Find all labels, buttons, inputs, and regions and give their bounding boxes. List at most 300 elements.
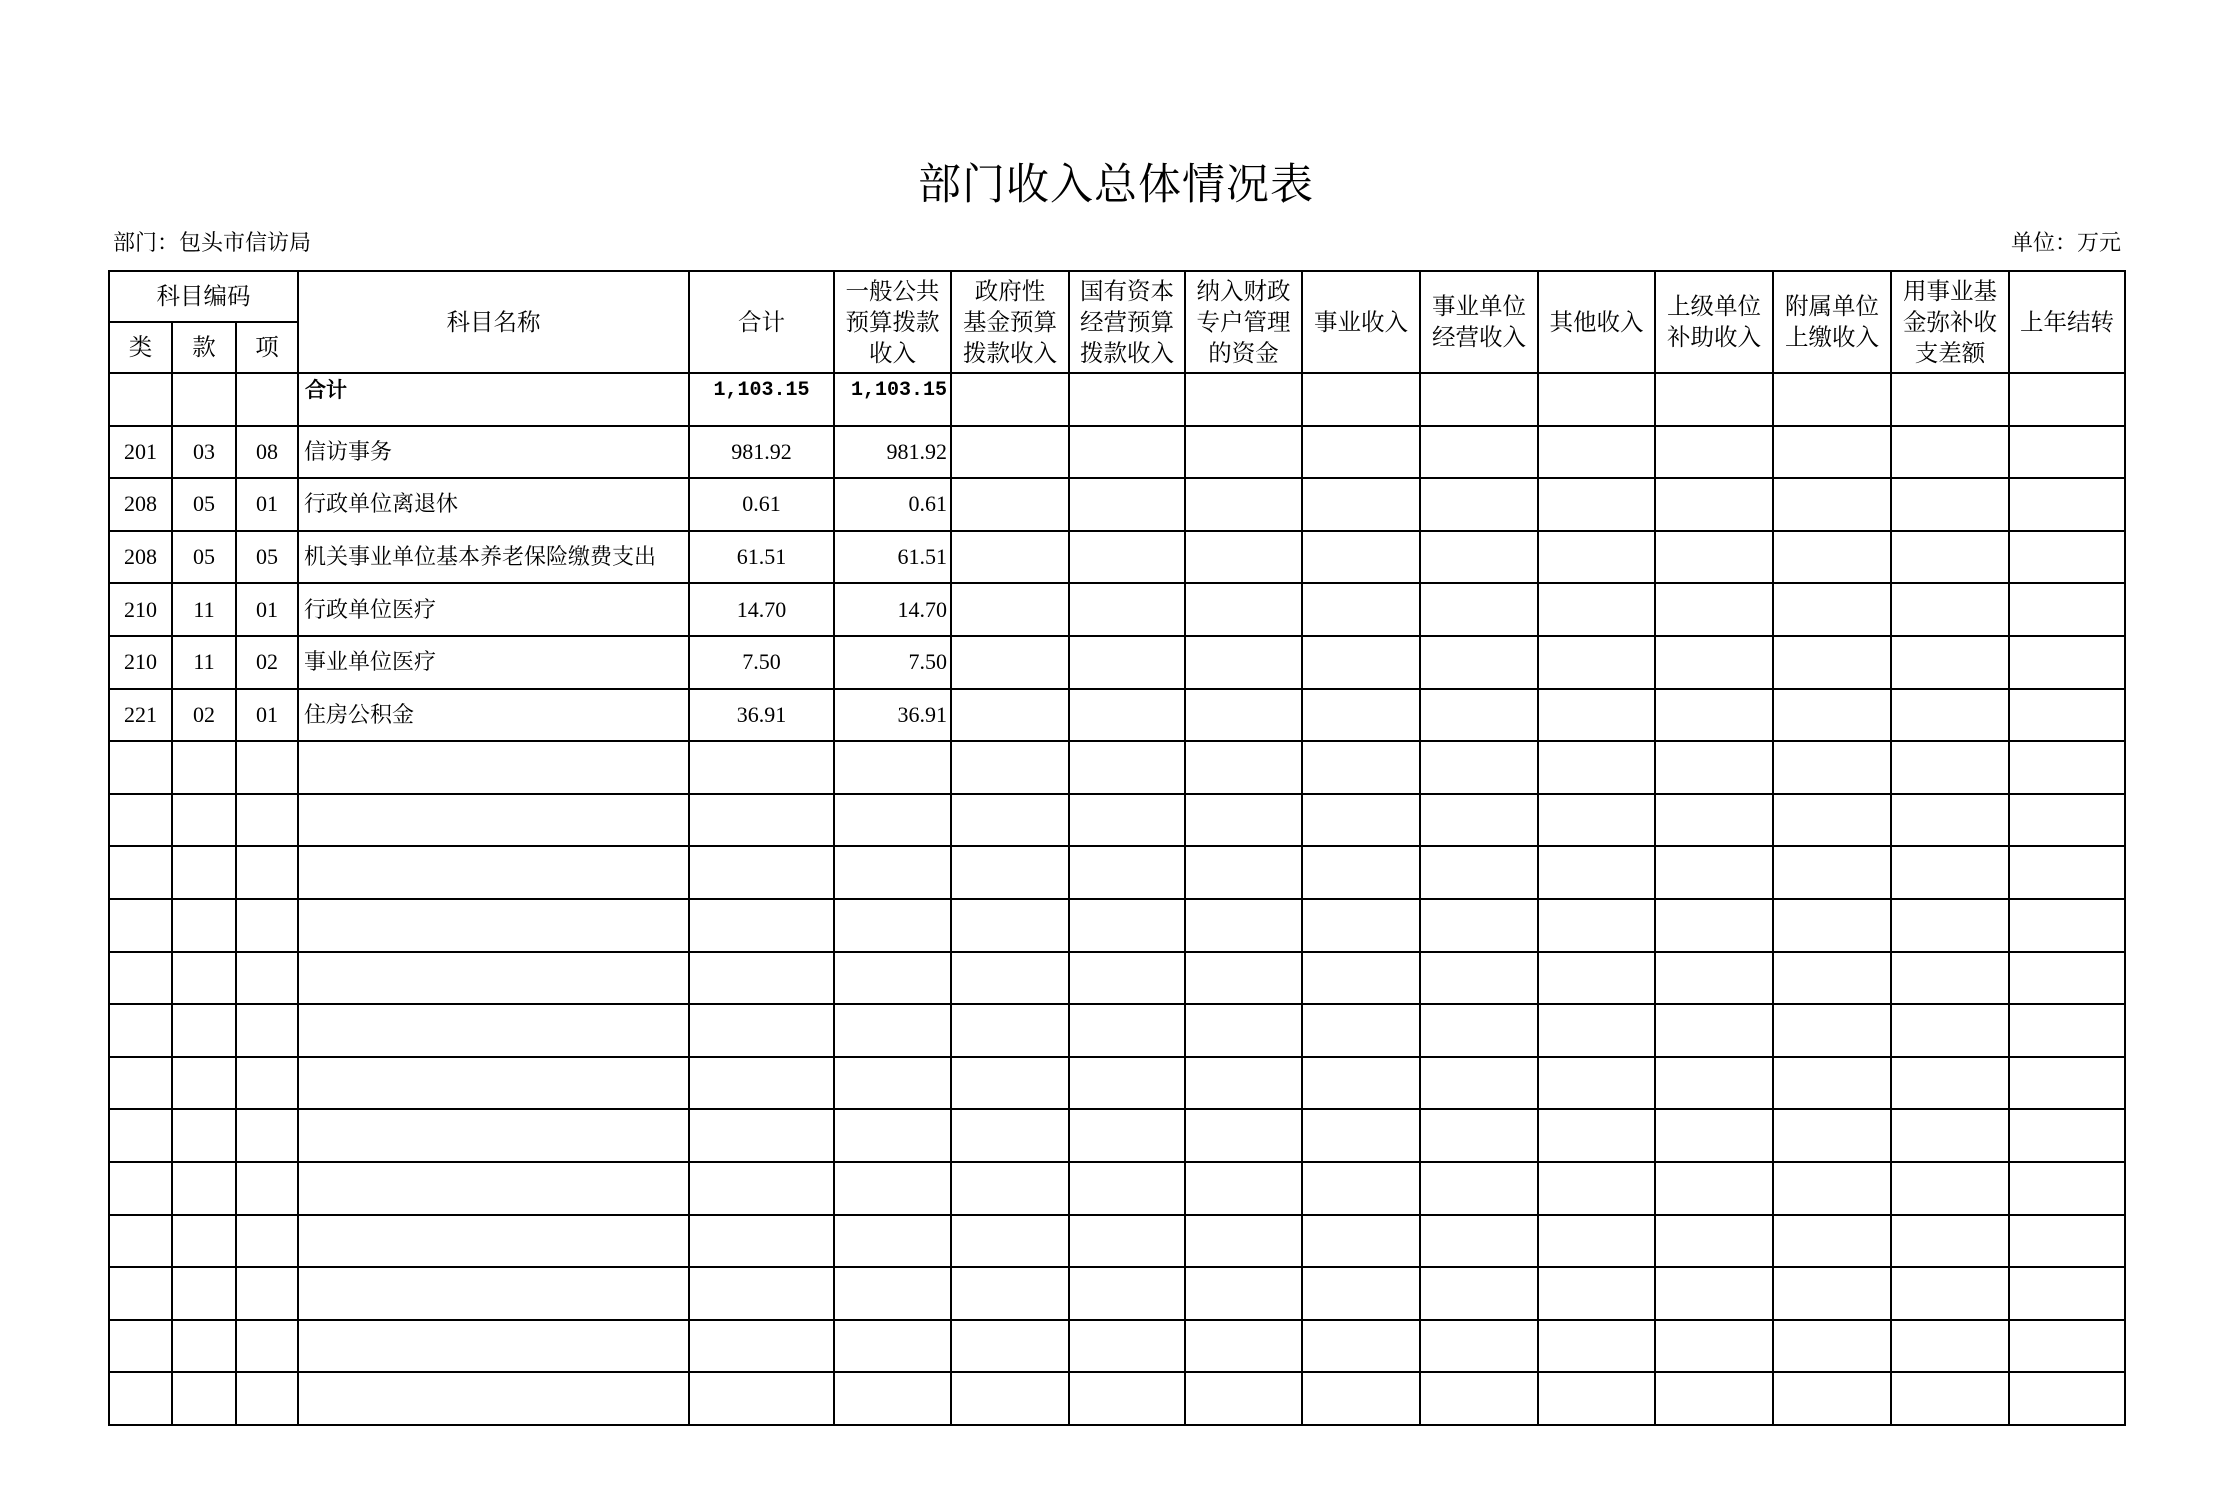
cell-state-capital-budget	[1069, 794, 1185, 847]
cell-business-income	[1302, 952, 1420, 1005]
table-row-total	[109, 373, 2125, 426]
cell-superior-subsidy-income	[1655, 1215, 1773, 1268]
cell-other-income	[1538, 583, 1655, 636]
cell-item	[236, 741, 298, 794]
table-row-empty	[109, 1320, 2125, 1373]
cell-business-income	[1302, 531, 1420, 584]
cell-state-capital-budget	[1069, 689, 1185, 742]
cell-business-fund-offset	[1891, 1320, 2009, 1373]
table-row-empty	[109, 1267, 2125, 1320]
cell-section	[172, 846, 236, 899]
cell-other-income	[1538, 1320, 1655, 1373]
cell-prior-year-carryover	[2009, 794, 2125, 847]
cell-government-fund-budget	[951, 531, 1069, 584]
cell-state-capital-budget	[1069, 1320, 1185, 1373]
cell-business-operating-income	[1420, 794, 1538, 847]
cell-section	[172, 1057, 236, 1110]
cell-government-fund-budget	[951, 636, 1069, 689]
cell-business-operating-income	[1420, 478, 1538, 531]
cell-general-public-budget: 61.51	[834, 531, 951, 584]
cell-prior-year-carryover	[2009, 426, 2125, 479]
cell-category	[109, 899, 172, 952]
cell-prior-year-carryover	[2009, 1109, 2125, 1162]
cell-business-fund-offset	[1891, 794, 2009, 847]
cell-total	[689, 846, 834, 899]
cell-fiscal-special-account	[1185, 1109, 1302, 1162]
table-row-empty	[109, 1057, 2125, 1110]
cell-affiliated-unit-remittance	[1773, 583, 1891, 636]
cell-section: 05	[172, 531, 236, 584]
cell-business-fund-offset	[1891, 952, 2009, 1005]
cell-prior-year-carryover	[2009, 899, 2125, 952]
cell-superior-subsidy-income	[1655, 689, 1773, 742]
cell-category: 210	[109, 583, 172, 636]
cell-total	[689, 794, 834, 847]
cell-business-operating-income	[1420, 899, 1538, 952]
cell-superior-subsidy-income	[1655, 899, 1773, 952]
cell-superior-subsidy-income	[1655, 794, 1773, 847]
cell-affiliated-unit-remittance	[1773, 1267, 1891, 1320]
cell-subject-name: 机关事业单位基本养老保险缴费支出	[298, 531, 689, 584]
cell-business-fund-offset	[1891, 1215, 2009, 1268]
cell-state-capital-budget	[1069, 1215, 1185, 1268]
cell-state-capital-budget	[1069, 1057, 1185, 1110]
table-row	[109, 478, 2125, 531]
cell-section	[172, 1267, 236, 1320]
cell-superior-subsidy-income	[1655, 373, 1773, 426]
cell-category: 221	[109, 689, 172, 742]
cell-category: 201	[109, 426, 172, 479]
cell-business-operating-income	[1420, 689, 1538, 742]
table-row-empty	[109, 1004, 2125, 1057]
cell-superior-subsidy-income	[1655, 1372, 1773, 1425]
cell-other-income	[1538, 1372, 1655, 1425]
cell-prior-year-carryover	[2009, 689, 2125, 742]
cell-business-fund-offset	[1891, 741, 2009, 794]
total-row-label: 合计	[298, 373, 689, 426]
cell-affiliated-unit-remittance	[1773, 952, 1891, 1005]
header-subject-code-group: 科目编码	[109, 271, 298, 322]
cell-general-public-budget: 36.91	[834, 689, 951, 742]
cell-subject-name	[298, 846, 689, 899]
cell-business-fund-offset	[1891, 373, 2009, 426]
cell-affiliated-unit-remittance	[1773, 1372, 1891, 1425]
cell-fiscal-special-account	[1185, 1372, 1302, 1425]
cell-subject-name	[298, 1320, 689, 1373]
header-category: 类	[109, 322, 172, 373]
cell-fiscal-special-account	[1185, 1267, 1302, 1320]
cell-business-fund-offset	[1891, 846, 2009, 899]
cell-total	[689, 1267, 834, 1320]
total-row-general-public-budget: 1,103.15	[834, 373, 951, 426]
cell-general-public-budget	[834, 1109, 951, 1162]
cell-subject-name: 行政单位医疗	[298, 583, 689, 636]
cell-total: 36.91	[689, 689, 834, 742]
cell-fiscal-special-account	[1185, 583, 1302, 636]
cell-business-income	[1302, 1162, 1420, 1215]
cell-government-fund-budget	[951, 1057, 1069, 1110]
cell-business-fund-offset	[1891, 1109, 2009, 1162]
cell-item	[236, 1057, 298, 1110]
cell-category	[109, 1372, 172, 1425]
cell-item	[236, 1320, 298, 1373]
cell-superior-subsidy-income	[1655, 531, 1773, 584]
cell-category: 208	[109, 478, 172, 531]
cell-prior-year-carryover	[2009, 846, 2125, 899]
header-superior-subsidy-income: 上级单位 补助收入	[1655, 271, 1773, 373]
cell-general-public-budget	[834, 1267, 951, 1320]
cell-affiliated-unit-remittance	[1773, 899, 1891, 952]
cell-general-public-budget	[834, 1004, 951, 1057]
cell-item	[236, 1215, 298, 1268]
cell-superior-subsidy-income	[1655, 1057, 1773, 1110]
cell-other-income	[1538, 478, 1655, 531]
cell-category	[109, 1109, 172, 1162]
cell-business-fund-offset	[1891, 583, 2009, 636]
cell-other-income	[1538, 952, 1655, 1005]
table-row-empty	[109, 899, 2125, 952]
cell-total	[689, 1109, 834, 1162]
cell-fiscal-special-account	[1185, 1215, 1302, 1268]
header-general-public-budget: 一般公共 预算拨款 收入	[834, 271, 951, 373]
cell-item	[236, 1109, 298, 1162]
cell-government-fund-budget	[951, 1109, 1069, 1162]
cell-superior-subsidy-income	[1655, 1162, 1773, 1215]
cell-state-capital-budget	[1069, 1004, 1185, 1057]
cell-government-fund-budget	[951, 741, 1069, 794]
cell-other-income	[1538, 899, 1655, 952]
cell-total	[689, 741, 834, 794]
cell-superior-subsidy-income	[1655, 583, 1773, 636]
cell-prior-year-carryover	[2009, 1267, 2125, 1320]
cell-total	[689, 899, 834, 952]
cell-section	[172, 373, 236, 426]
cell-government-fund-budget	[951, 1162, 1069, 1215]
page-title: 部门收入总体情况表	[918, 162, 1314, 209]
cell-state-capital-budget	[1069, 899, 1185, 952]
cell-subject-name	[298, 794, 689, 847]
cell-affiliated-unit-remittance	[1773, 478, 1891, 531]
cell-government-fund-budget	[951, 846, 1069, 899]
cell-section: 05	[172, 478, 236, 531]
cell-business-operating-income	[1420, 1057, 1538, 1110]
cell-subject-name: 事业单位医疗	[298, 636, 689, 689]
header-fiscal-special-account: 纳入财政 专户管理 的资金	[1185, 271, 1302, 373]
cell-business-operating-income	[1420, 636, 1538, 689]
cell-business-operating-income	[1420, 1320, 1538, 1373]
cell-prior-year-carryover	[2009, 478, 2125, 531]
cell-fiscal-special-account	[1185, 1162, 1302, 1215]
cell-general-public-budget	[834, 899, 951, 952]
cell-section	[172, 1372, 236, 1425]
cell-category	[109, 1004, 172, 1057]
cell-business-fund-offset	[1891, 1372, 2009, 1425]
cell-business-operating-income	[1420, 846, 1538, 899]
cell-item	[236, 1267, 298, 1320]
cell-prior-year-carryover	[2009, 583, 2125, 636]
cell-superior-subsidy-income	[1655, 426, 1773, 479]
cell-category	[109, 1267, 172, 1320]
cell-business-operating-income	[1420, 583, 1538, 636]
cell-fiscal-special-account	[1185, 1320, 1302, 1373]
cell-general-public-budget	[834, 794, 951, 847]
cell-item: 05	[236, 531, 298, 584]
cell-item: 01	[236, 583, 298, 636]
cell-other-income	[1538, 1004, 1655, 1057]
header-prior-year-carryover: 上年结转	[2009, 271, 2125, 373]
cell-business-fund-offset	[1891, 1057, 2009, 1110]
unit-label: 单位：万元	[2010, 230, 2121, 255]
cell-superior-subsidy-income	[1655, 952, 1773, 1005]
cell-superior-subsidy-income	[1655, 846, 1773, 899]
cell-government-fund-budget	[951, 1267, 1069, 1320]
cell-total: 0.61	[689, 478, 834, 531]
cell-government-fund-budget	[951, 952, 1069, 1005]
cell-affiliated-unit-remittance	[1773, 636, 1891, 689]
cell-affiliated-unit-remittance	[1773, 794, 1891, 847]
cell-section: 02	[172, 689, 236, 742]
cell-business-fund-offset	[1891, 899, 2009, 952]
header-item: 项	[236, 322, 298, 373]
cell-business-income	[1302, 899, 1420, 952]
cell-subject-name	[298, 1267, 689, 1320]
cell-state-capital-budget	[1069, 478, 1185, 531]
cell-fiscal-special-account	[1185, 899, 1302, 952]
cell-government-fund-budget	[951, 689, 1069, 742]
cell-general-public-budget	[834, 1320, 951, 1373]
cell-fiscal-special-account	[1185, 741, 1302, 794]
cell-item	[236, 1372, 298, 1425]
table-row-empty	[109, 794, 2125, 847]
cell-business-operating-income	[1420, 1162, 1538, 1215]
cell-prior-year-carryover	[2009, 636, 2125, 689]
cell-government-fund-budget	[951, 426, 1069, 479]
cell-item: 01	[236, 478, 298, 531]
cell-subject-name	[298, 952, 689, 1005]
table-row-empty	[109, 741, 2125, 794]
cell-other-income	[1538, 1162, 1655, 1215]
cell-affiliated-unit-remittance	[1773, 689, 1891, 742]
cell-subject-name	[298, 899, 689, 952]
cell-total	[689, 1162, 834, 1215]
cell-item	[236, 794, 298, 847]
header-business-fund-offset: 用事业基 金弥补收 支差额	[1891, 271, 2009, 373]
cell-business-income	[1302, 1109, 1420, 1162]
header-state-capital-budget: 国有资本 经营预算 拨款收入	[1069, 271, 1185, 373]
cell-business-income	[1302, 1004, 1420, 1057]
cell-other-income	[1538, 1057, 1655, 1110]
header-other-income: 其他收入	[1538, 271, 1655, 373]
cell-state-capital-budget	[1069, 1162, 1185, 1215]
cell-prior-year-carryover	[2009, 1372, 2125, 1425]
cell-other-income	[1538, 636, 1655, 689]
cell-government-fund-budget	[951, 583, 1069, 636]
cell-business-income	[1302, 741, 1420, 794]
cell-general-public-budget	[834, 741, 951, 794]
cell-section	[172, 741, 236, 794]
cell-government-fund-budget	[951, 794, 1069, 847]
cell-government-fund-budget	[951, 373, 1069, 426]
cell-affiliated-unit-remittance	[1773, 1109, 1891, 1162]
cell-section	[172, 1215, 236, 1268]
cell-other-income	[1538, 794, 1655, 847]
cell-general-public-budget: 981.92	[834, 426, 951, 479]
cell-state-capital-budget	[1069, 1267, 1185, 1320]
cell-category	[109, 741, 172, 794]
cell-business-fund-offset	[1891, 689, 2009, 742]
cell-category: 210	[109, 636, 172, 689]
cell-fiscal-special-account	[1185, 1004, 1302, 1057]
cell-subject-name	[298, 1004, 689, 1057]
cell-general-public-budget: 7.50	[834, 636, 951, 689]
cell-other-income	[1538, 689, 1655, 742]
cell-government-fund-budget	[951, 478, 1069, 531]
cell-category	[109, 1320, 172, 1373]
cell-business-operating-income	[1420, 426, 1538, 479]
cell-state-capital-budget	[1069, 636, 1185, 689]
header-subject-name: 科目名称	[298, 271, 689, 373]
cell-prior-year-carryover	[2009, 531, 2125, 584]
cell-other-income	[1538, 373, 1655, 426]
cell-business-fund-offset	[1891, 1004, 2009, 1057]
cell-item: 01	[236, 689, 298, 742]
cell-category	[109, 373, 172, 426]
cell-general-public-budget	[834, 952, 951, 1005]
cell-business-income	[1302, 1215, 1420, 1268]
cell-item: 08	[236, 426, 298, 479]
cell-superior-subsidy-income	[1655, 741, 1773, 794]
cell-business-operating-income	[1420, 531, 1538, 584]
cell-fiscal-special-account	[1185, 426, 1302, 479]
cell-state-capital-budget	[1069, 1109, 1185, 1162]
cell-business-operating-income	[1420, 952, 1538, 1005]
cell-section	[172, 1162, 236, 1215]
cell-fiscal-special-account	[1185, 478, 1302, 531]
cell-affiliated-unit-remittance	[1773, 1057, 1891, 1110]
cell-general-public-budget: 14.70	[834, 583, 951, 636]
income-summary-table	[108, 270, 2126, 1426]
table-row	[109, 689, 2125, 742]
cell-item: 02	[236, 636, 298, 689]
department-label: 部门：包头市信访局	[113, 230, 312, 255]
cell-prior-year-carryover	[2009, 1057, 2125, 1110]
cell-section	[172, 794, 236, 847]
cell-business-fund-offset	[1891, 636, 2009, 689]
cell-business-fund-offset	[1891, 426, 2009, 479]
cell-item	[236, 1162, 298, 1215]
cell-fiscal-special-account	[1185, 636, 1302, 689]
cell-total	[689, 1057, 834, 1110]
cell-business-fund-offset	[1891, 478, 2009, 531]
cell-state-capital-budget	[1069, 1372, 1185, 1425]
cell-fiscal-special-account	[1185, 373, 1302, 426]
cell-section: 11	[172, 636, 236, 689]
header-business-operating-income: 事业单位 经营收入	[1420, 271, 1538, 373]
cell-total	[689, 952, 834, 1005]
cell-section	[172, 1004, 236, 1057]
cell-state-capital-budget	[1069, 583, 1185, 636]
table-row-empty	[109, 952, 2125, 1005]
cell-government-fund-budget	[951, 899, 1069, 952]
cell-government-fund-budget	[951, 1004, 1069, 1057]
cell-business-operating-income	[1420, 1215, 1538, 1268]
table-row	[109, 583, 2125, 636]
cell-affiliated-unit-remittance	[1773, 1004, 1891, 1057]
cell-subject-name: 行政单位离退休	[298, 478, 689, 531]
table-row-empty	[109, 1215, 2125, 1268]
cell-total: 61.51	[689, 531, 834, 584]
cell-superior-subsidy-income	[1655, 1109, 1773, 1162]
cell-business-fund-offset	[1891, 1162, 2009, 1215]
cell-business-operating-income	[1420, 1372, 1538, 1425]
header-government-fund-budget: 政府性 基金预算 拨款收入	[951, 271, 1069, 373]
cell-business-income	[1302, 583, 1420, 636]
cell-section	[172, 1320, 236, 1373]
cell-state-capital-budget	[1069, 741, 1185, 794]
cell-prior-year-carryover	[2009, 373, 2125, 426]
cell-subject-name	[298, 1109, 689, 1162]
cell-item	[236, 1004, 298, 1057]
cell-subject-name: 住房公积金	[298, 689, 689, 742]
cell-general-public-budget	[834, 1372, 951, 1425]
cell-prior-year-carryover	[2009, 1215, 2125, 1268]
cell-general-public-budget: 0.61	[834, 478, 951, 531]
cell-business-operating-income	[1420, 1267, 1538, 1320]
cell-fiscal-special-account	[1185, 689, 1302, 742]
cell-other-income	[1538, 1267, 1655, 1320]
cell-other-income	[1538, 426, 1655, 479]
cell-total: 7.50	[689, 636, 834, 689]
cell-category	[109, 846, 172, 899]
cell-subject-name	[298, 1215, 689, 1268]
cell-subject-name	[298, 741, 689, 794]
cell-item	[236, 952, 298, 1005]
cell-business-income	[1302, 794, 1420, 847]
cell-other-income	[1538, 1109, 1655, 1162]
cell-subject-name	[298, 1057, 689, 1110]
cell-business-income	[1302, 478, 1420, 531]
cell-business-income	[1302, 1057, 1420, 1110]
cell-fiscal-special-account	[1185, 1057, 1302, 1110]
cell-other-income	[1538, 741, 1655, 794]
table-row-empty	[109, 1372, 2125, 1425]
cell-affiliated-unit-remittance	[1773, 426, 1891, 479]
cell-superior-subsidy-income	[1655, 1004, 1773, 1057]
cell-total	[689, 1372, 834, 1425]
cell-superior-subsidy-income	[1655, 636, 1773, 689]
cell-subject-name	[298, 1162, 689, 1215]
cell-subject-name: 信访事务	[298, 426, 689, 479]
cell-prior-year-carryover	[2009, 741, 2125, 794]
cell-category	[109, 1215, 172, 1268]
cell-affiliated-unit-remittance	[1773, 1215, 1891, 1268]
cell-item	[236, 899, 298, 952]
cell-business-income	[1302, 1267, 1420, 1320]
total-row-total: 1,103.15	[689, 373, 834, 426]
cell-fiscal-special-account	[1185, 846, 1302, 899]
header-business-income: 事业收入	[1302, 271, 1420, 373]
cell-affiliated-unit-remittance	[1773, 373, 1891, 426]
cell-category: 208	[109, 531, 172, 584]
cell-business-operating-income	[1420, 373, 1538, 426]
cell-section	[172, 899, 236, 952]
cell-total	[689, 1320, 834, 1373]
header-section: 款	[172, 322, 236, 373]
cell-superior-subsidy-income	[1655, 1320, 1773, 1373]
cell-subject-name	[298, 1372, 689, 1425]
table-row-empty	[109, 1162, 2125, 1215]
cell-general-public-budget	[834, 846, 951, 899]
